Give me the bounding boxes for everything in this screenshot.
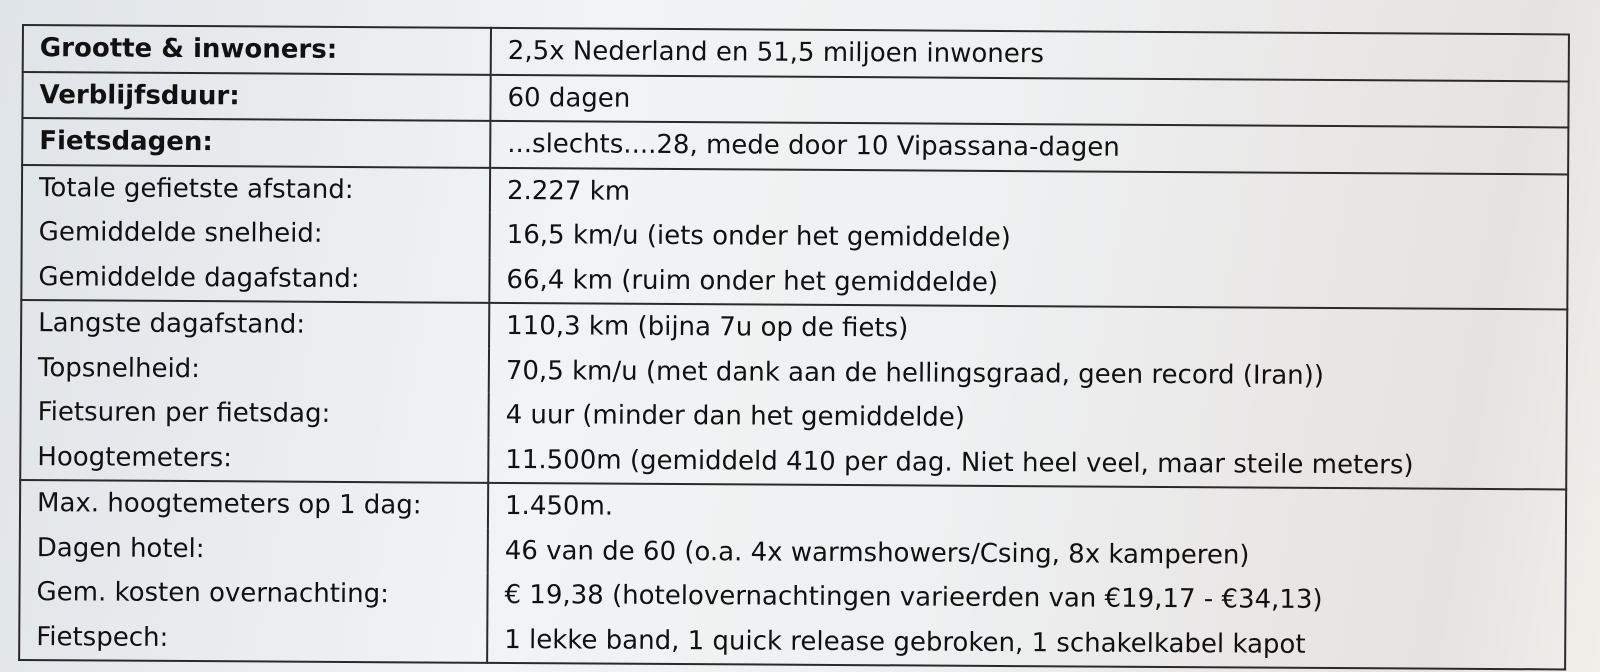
row-value: 66,4 km (ruim onder het gemiddelde)	[489, 257, 1567, 309]
row-label: Grootte & inwoners:	[23, 25, 491, 74]
row-label: Fietsuren per fietsdag:	[20, 390, 488, 437]
row-value: € 19,38 (hotelovernachtingen varieerden van €19,17 - €34,13)	[487, 573, 1565, 624]
row-label: Hoogtemeters:	[20, 434, 488, 482]
row-label: Verblijfsduur:	[22, 72, 490, 121]
row-value: 70,5 km/u (met dank aan de hellingsgraad, geen record (Iran))	[489, 348, 1567, 399]
row-label: Gemiddelde dagafstand:	[21, 255, 489, 303]
row-label: Gem. kosten overnachting:	[19, 570, 487, 617]
row-value: 11.500m (gemiddeld 410 per dag. Niet heel veel, maar steile meters)	[488, 437, 1566, 489]
stats-sheet	[18, 24, 1568, 660]
row-value: 60 dagen	[490, 74, 1568, 127]
row-value: 2,5x Nederland en 51,5 miljoen inwoners	[491, 28, 1569, 81]
row-value: 46 van de 60 (o.a. 4x warmshowers/Csing, 8x kamperen)	[488, 528, 1566, 579]
row-label: Topsnelheid:	[21, 346, 489, 393]
row-value: 16,5 km/u (iets onder het gemiddelde)	[490, 213, 1568, 264]
row-value: 1.450m.	[488, 483, 1566, 535]
row-label: Max. hoogtemeters op 1 dag:	[20, 480, 488, 528]
row-value: 4 uur (minder dan het gemiddelde)	[488, 393, 1566, 444]
row-value: 1 lekke band, 1 quick release gebroken, 1 schakelkabel kapot	[487, 617, 1565, 669]
row-label: Gemiddelde snelheid:	[22, 210, 490, 257]
stats-table	[18, 24, 1570, 670]
row-label: Fietsdagen:	[22, 118, 490, 167]
row-label: Fietspech:	[19, 614, 487, 662]
row-label: Totale gefietste afstand:	[22, 165, 490, 213]
row-label: Langste dagafstand:	[21, 300, 489, 348]
table-row	[19, 614, 1565, 669]
row-value: 110,3 km (bijna 7u op de fiets)	[489, 303, 1567, 355]
row-label: Dagen hotel:	[20, 525, 488, 572]
row-value: ...slechts....28, mede door 10 Vipassana-dagen	[490, 121, 1568, 174]
row-value: 2.227 km	[490, 167, 1568, 219]
